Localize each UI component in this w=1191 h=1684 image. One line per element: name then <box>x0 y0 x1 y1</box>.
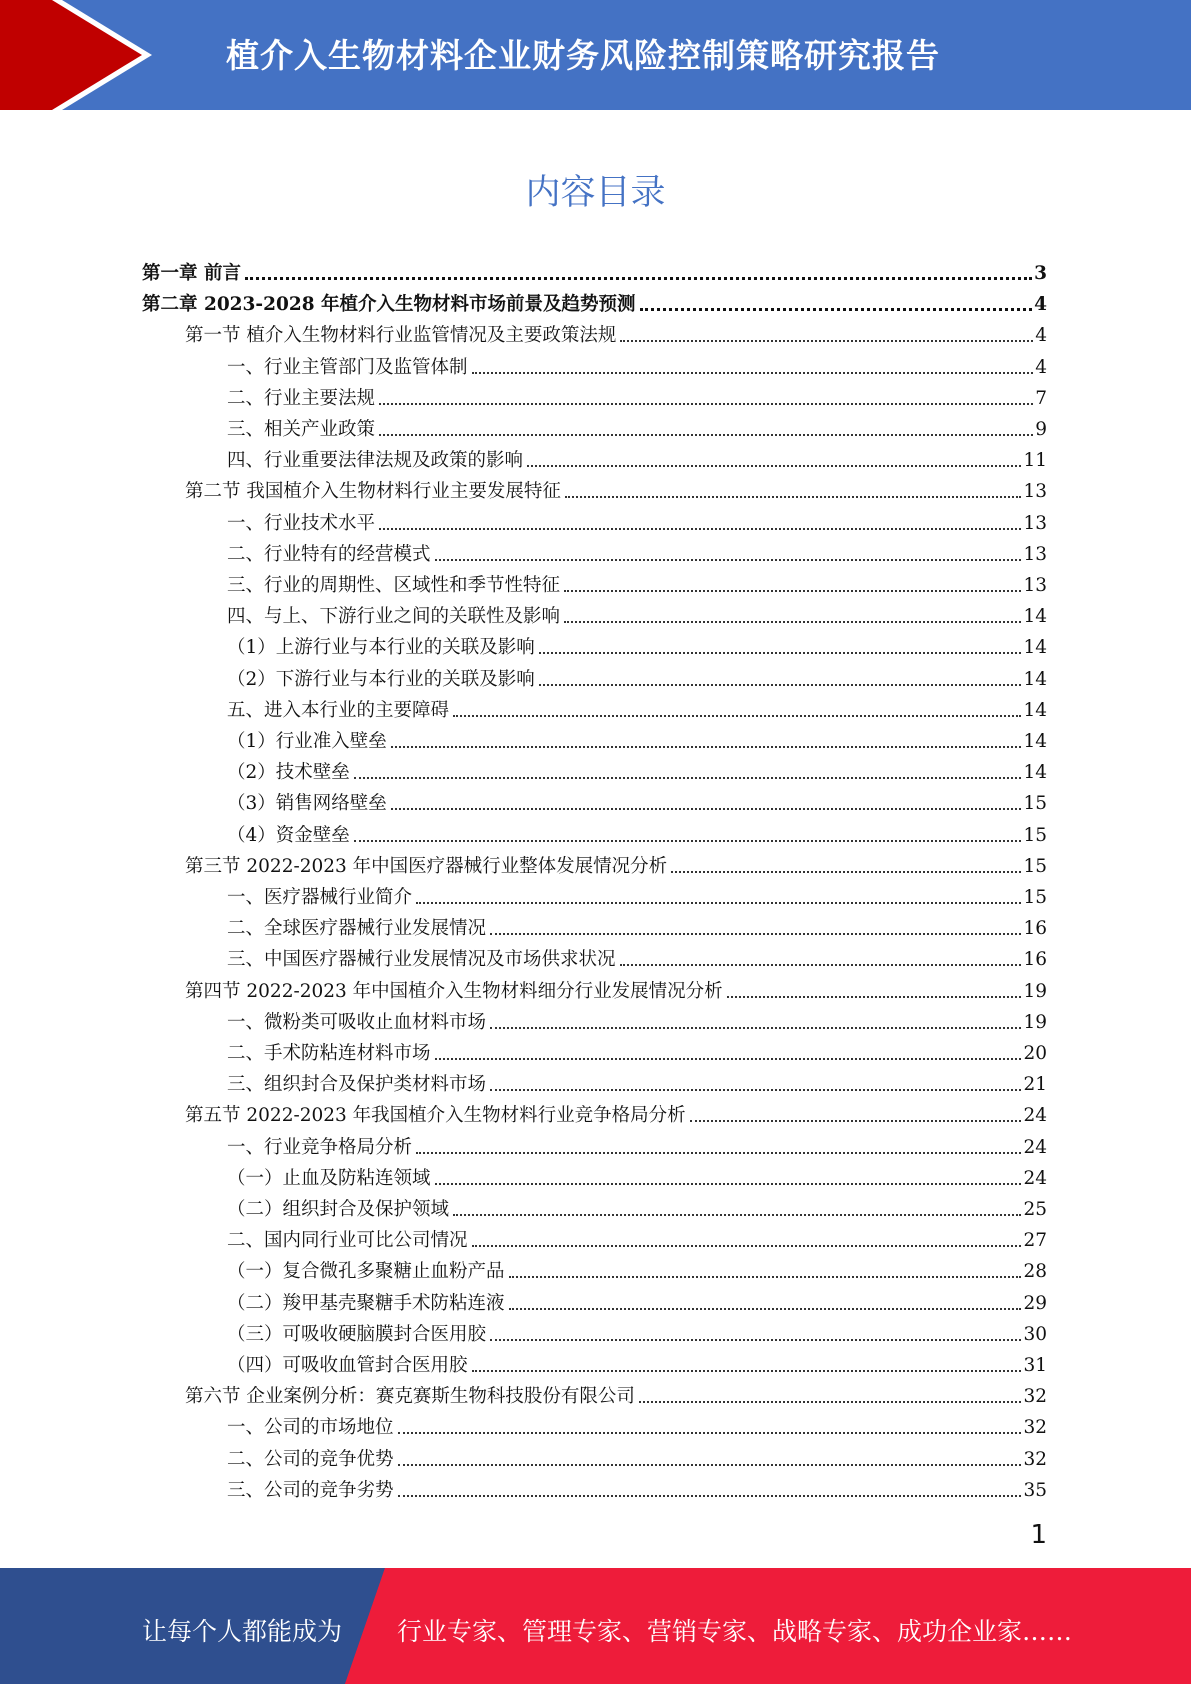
toc-entry-page: 24 <box>1023 1136 1047 1158</box>
toc-entry-page: 15 <box>1023 824 1047 846</box>
toc-entry[interactable] <box>227 441 1047 472</box>
toc-heading: 内容目录 <box>525 173 666 213</box>
toc-entry-title: （4）资金壁垒 <box>227 824 350 846</box>
toc-entry-page: 14 <box>1023 699 1047 721</box>
toc-entry[interactable] <box>185 972 1047 1003</box>
toc-entry-title: 三、行业的周期性、区域性和季节性特征 <box>227 575 561 596</box>
toc-entry[interactable] <box>142 254 1047 285</box>
toc-entry-title: （四）可吸收血管封合医用胶 <box>227 1355 468 1376</box>
toc-entry-page: 27 <box>1023 1230 1047 1252</box>
toc-dot-leader <box>564 620 1021 623</box>
toc-entry[interactable] <box>227 535 1047 566</box>
toc-dot-leader <box>490 932 1021 935</box>
toc-entry-title: （2）技术壁垒 <box>227 762 350 784</box>
toc-dot-leader <box>690 1119 1022 1122</box>
toc-entry-page: 29 <box>1023 1292 1047 1314</box>
toc-entry-page: 13 <box>1023 481 1047 503</box>
toc-entry[interactable] <box>227 1440 1047 1471</box>
toc-entry[interactable] <box>227 878 1047 909</box>
toc-dot-leader <box>435 1057 1022 1060</box>
toc-entry-page: 13 <box>1023 543 1047 565</box>
toc-entry-page: 15 <box>1023 793 1047 815</box>
toc-entry[interactable] <box>227 722 1047 753</box>
toc-entry[interactable] <box>227 909 1047 940</box>
toc-dot-leader <box>416 1151 1021 1154</box>
toc-entry-title: 第三节 2022-2023 年中国医疗器械行业整体发展情况分析 <box>185 855 668 877</box>
toc-entry-page: 19 <box>1023 1011 1047 1033</box>
toc-entry-title: （二）羧甲基壳聚糖手术防粘连液 <box>227 1292 505 1314</box>
toc-dot-leader <box>391 745 1022 748</box>
toc-entry-title: （一）复合微孔多聚糖止血粉产品 <box>227 1261 505 1283</box>
toc-dot-leader <box>453 1213 1021 1216</box>
toc-entry-title: （1）上游行业与本行业的关联及影响 <box>227 637 535 659</box>
toc-entry-page: 13 <box>1023 512 1047 534</box>
toc-entry-title: 五、进入本行业的主要障碍 <box>227 699 450 721</box>
toc-entry[interactable] <box>227 784 1047 815</box>
toc-entry-page: 14 <box>1023 731 1047 752</box>
toc-entry[interactable] <box>227 1284 1047 1315</box>
toc-dot-leader <box>379 402 1033 405</box>
toc-entry[interactable] <box>227 410 1047 441</box>
toc-dot-leader <box>671 870 1021 873</box>
header-banner <box>0 0 1191 110</box>
toc-dot-leader <box>490 1338 1021 1341</box>
toc-dot-leader <box>435 558 1022 561</box>
toc-entry-page: 14 <box>1023 762 1047 784</box>
toc-entry-title: 一、微粉类可吸收止血材料市场 <box>227 1011 487 1033</box>
toc-dot-leader <box>509 1275 1022 1278</box>
toc-entry-page: 16 <box>1023 949 1047 971</box>
toc-entry[interactable] <box>227 1315 1047 1346</box>
toc-entry-title: 一、公司的市场地位 <box>227 1417 394 1439</box>
toc-entry[interactable] <box>227 816 1047 847</box>
toc-entry[interactable] <box>227 1065 1047 1096</box>
page-number: 1 <box>1030 1520 1047 1550</box>
toc-dot-leader <box>620 339 1033 342</box>
toc-entry[interactable] <box>227 1159 1047 1190</box>
toc-entry-page: 35 <box>1023 1479 1047 1501</box>
toc-dot-leader <box>354 839 1022 842</box>
toc-entry[interactable] <box>185 847 1047 878</box>
toc-entry[interactable] <box>227 628 1047 659</box>
toc-entry-title: 四、行业重要法律法规及政策的影响 <box>227 450 524 472</box>
toc-entry-title: （三）可吸收硬脑膜封合医用胶 <box>227 1323 487 1345</box>
toc-dot-leader <box>453 714 1021 717</box>
footer-slogan-left: 让每个人都能成为 <box>142 1617 343 1646</box>
toc-entry-title: 第六节 企业案例分析：赛克赛斯生物科技股份有限公司 <box>185 1386 635 1408</box>
toc-entry[interactable] <box>227 1190 1047 1221</box>
report-title: 植介入生物材料企业财务风险控制策略研究报告 <box>226 36 940 75</box>
toc-entry-title: 第四节 2022-2023 年中国植介入生物材料细分行业发展情况分析 <box>185 980 723 1002</box>
toc-entry-title: 第二节 我国植介入生物材料行业主要发展特征 <box>185 481 561 503</box>
toc-dot-leader <box>379 527 1021 530</box>
toc-entry[interactable] <box>227 660 1047 691</box>
toc-dot-leader <box>527 464 1021 467</box>
toc-dot-leader <box>639 1400 1022 1403</box>
toc-dot-leader <box>391 807 1022 810</box>
toc-dot-leader <box>490 1088 1021 1091</box>
toc-entry-page: 11 <box>1023 450 1047 472</box>
toc-entry-page: 24 <box>1023 1105 1047 1127</box>
toc-entry[interactable] <box>227 1221 1047 1252</box>
toc-entry-page: 15 <box>1023 855 1047 877</box>
toc-entry-title: 一、行业主管部门及监管体制 <box>227 356 468 378</box>
toc-entry-title: 三、组织封合及保护类材料市场 <box>227 1074 487 1096</box>
toc-dot-leader <box>539 683 1022 686</box>
toc-entry-title: 第一节 植介入生物材料行业监管情况及主要政策法规 <box>185 325 617 347</box>
toc-dot-leader <box>435 1182 1022 1185</box>
toc-entry-title: 四、与上、下游行业之间的关联性及影响 <box>227 606 561 628</box>
toc-dot-leader <box>398 1463 1022 1466</box>
toc-dot-leader <box>509 1307 1022 1310</box>
toc-entry-page: 32 <box>1023 1448 1047 1470</box>
toc-entry-title: 二、全球医疗器械行业发展情况 <box>227 918 487 940</box>
toc-entry-title: （3）销售网络壁垒 <box>227 793 387 815</box>
toc-entry-title: （二）组织封合及保护领域 <box>227 1199 450 1220</box>
toc-entry-title: 二、行业特有的经营模式 <box>227 543 431 565</box>
toc-entry[interactable] <box>227 504 1047 535</box>
toc-dot-leader <box>245 276 1032 280</box>
toc-dot-leader <box>379 433 1033 436</box>
toc-entry-title: 三、相关产业政策 <box>227 419 376 440</box>
toc-entry-page: 4 <box>1034 294 1047 316</box>
toc-entry-page: 28 <box>1023 1261 1047 1283</box>
toc-entry-page: 15 <box>1023 887 1047 908</box>
footer-slogan-right: 行业专家、管理专家、营销专家、战略专家、成功企业家…… <box>397 1617 1073 1646</box>
toc-entry[interactable] <box>227 1034 1047 1065</box>
toc-entry-page: 7 <box>1035 387 1047 409</box>
toc-entry-title: 三、公司的竞争劣势 <box>227 1479 394 1501</box>
toc-entry[interactable] <box>227 1408 1047 1439</box>
toc-entry[interactable] <box>227 753 1047 784</box>
toc-dot-leader <box>472 1369 1022 1372</box>
toc-dot-leader <box>354 776 1022 779</box>
toc-entry[interactable] <box>227 940 1047 971</box>
toc-entry[interactable] <box>142 285 1047 316</box>
toc-entry-title: 二、公司的竞争优势 <box>227 1448 394 1470</box>
toc-entry-page: 13 <box>1023 575 1047 596</box>
toc-dot-leader <box>416 901 1021 904</box>
toc-entry[interactable] <box>227 691 1047 722</box>
toc-dot-leader <box>398 1494 1022 1497</box>
toc-dot-leader <box>472 371 1034 374</box>
toc-entry[interactable] <box>185 1377 1047 1408</box>
toc-entry-page: 24 <box>1023 1167 1047 1189</box>
footer-banner <box>0 1568 1191 1684</box>
toc-entry-page: 21 <box>1023 1074 1047 1096</box>
toc-entry-title: 一、行业竞争格局分析 <box>227 1136 413 1158</box>
toc-entry-page: 3 <box>1034 263 1047 284</box>
toc-dot-leader <box>490 1026 1021 1029</box>
toc-dot-leader <box>539 651 1022 654</box>
toc-dot-leader <box>472 1244 1022 1247</box>
toc-entry-page: 14 <box>1023 606 1047 628</box>
toc-entry-page: 30 <box>1023 1323 1047 1345</box>
toc-dot-leader <box>640 307 1033 311</box>
toc-entry[interactable] <box>227 1003 1047 1034</box>
toc-entry-title: 二、行业主要法规 <box>227 387 376 409</box>
toc-entry[interactable] <box>227 1252 1047 1283</box>
toc-entry-title: 第二章 2023-2028 年植介入生物材料市场前景及趋势预测 <box>142 294 636 316</box>
toc-entry-page: 14 <box>1023 668 1047 690</box>
toc-entry-title: 第五节 2022-2023 年我国植介入生物材料行业竞争格局分析 <box>185 1105 686 1127</box>
toc-entry-title: （2）下游行业与本行业的关联及影响 <box>227 668 535 690</box>
toc-entry[interactable] <box>185 1096 1047 1127</box>
toc-entry-page: 4 <box>1035 356 1047 378</box>
toc-entry-title: 二、手术防粘连材料市场 <box>227 1043 431 1064</box>
toc-entry-title: （一）止血及防粘连领域 <box>227 1167 431 1189</box>
toc-entry-page: 32 <box>1023 1417 1047 1439</box>
toc-dot-leader <box>727 995 1022 998</box>
toc-entry[interactable] <box>227 597 1047 628</box>
toc-entry[interactable] <box>227 1471 1047 1502</box>
toc-entry-title: 一、医疗器械行业简介 <box>227 887 413 908</box>
toc-entry-page: 32 <box>1023 1386 1047 1408</box>
toc-entry-title: 一、行业技术水平 <box>227 512 376 534</box>
toc-entry-page: 25 <box>1023 1199 1047 1220</box>
toc-entry-page: 4 <box>1035 325 1047 347</box>
toc-entry-title: 第一章 前言 <box>142 263 241 284</box>
toc-entry-title: 二、国内同行业可比公司情况 <box>227 1230 468 1252</box>
toc-entry[interactable] <box>185 472 1047 503</box>
toc-entry-title: （1）行业准入壁垒 <box>227 731 387 752</box>
toc-dot-leader <box>620 963 1022 966</box>
toc-entry-page: 31 <box>1023 1355 1047 1376</box>
toc-entry[interactable] <box>227 1128 1047 1159</box>
toc-entry[interactable] <box>227 1346 1047 1377</box>
toc-entry-page: 9 <box>1035 419 1047 440</box>
toc-entry[interactable] <box>185 316 1047 347</box>
toc-dot-leader <box>398 1431 1022 1434</box>
toc-entry[interactable] <box>227 379 1047 410</box>
toc-entry-page: 16 <box>1023 918 1047 940</box>
toc-entry-page: 20 <box>1023 1043 1047 1064</box>
toc-entry-page: 19 <box>1023 980 1047 1002</box>
toc-dot-leader <box>565 495 1022 498</box>
toc-entry-page: 14 <box>1023 637 1047 659</box>
toc-entry[interactable] <box>227 348 1047 379</box>
toc-dot-leader <box>564 589 1021 592</box>
toc-entry-title: 三、中国医疗器械行业发展情况及市场供求状况 <box>227 949 616 971</box>
toc-entry[interactable] <box>227 566 1047 597</box>
